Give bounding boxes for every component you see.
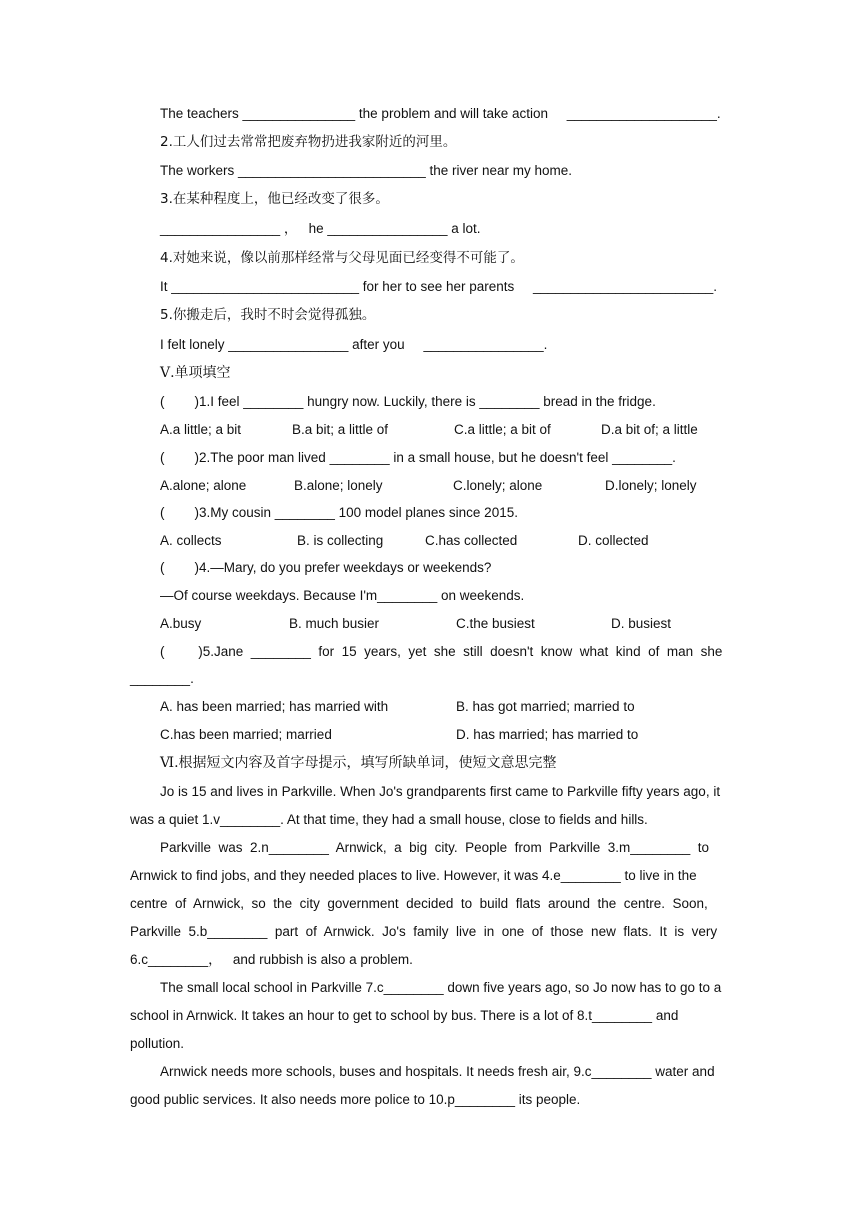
mc-q1-option-d: D.a bit of; a little	[601, 422, 698, 437]
mc-q2-stem: ( )2.The poor man lived ________ in a small house, but he doesn't feel ________.	[160, 450, 676, 465]
mc-q4-stem: ( )4.—Mary, do you prefer weekdays or weekends?	[160, 560, 492, 575]
mc-q4-options	[160, 614, 730, 634]
mc-q4-response: —Of course weekdays. Because I'm________ on weekends.	[160, 588, 525, 603]
passage-p2-line4: Parkville 5.b________ part of Arnwick. Jo's family live in one of those new flats. It is very	[130, 924, 718, 939]
translation-q3-chinese: 3.在某种程度上，他已经改变了很多。	[160, 191, 389, 207]
translation-q4-english: It _________________________ for her to see her parents ________________________.	[160, 279, 717, 294]
passage-p2-line2: Arnwick to find jobs, and they needed places to live. However, it was 4.e________ to live in the	[130, 868, 697, 883]
mc-q3-stem: ( )3.My cousin ________ 100 model planes since 2015.	[160, 505, 518, 520]
passage-p4-line1: Arnwick needs more schools, buses and hospitals. It needs fresh air, 9.c________ water and	[160, 1064, 715, 1079]
mc-q1-option-b: B.a bit; a little of	[292, 422, 389, 437]
mc-q5-options-row2	[160, 725, 730, 745]
passage-p3-line3: pollution.	[130, 1036, 185, 1051]
mc-q1-option-c: C.a little; a bit of	[454, 422, 551, 437]
passage-p1-line1: Jo is 15 and lives in Parkville. When Jo's grandparents first came to Parkville fifty years ago, it	[160, 784, 721, 799]
mc-q4-option-a: A.busy	[160, 616, 202, 631]
translation-q2-chinese: 2.工人们过去常常把废弃物扔进我家附近的河里。	[160, 134, 457, 150]
mc-q5-stem: ( )5.Jane ________ for 15 years, yet she still doesn't know what kind of man she	[160, 644, 723, 659]
passage-p4-line2: good public services. It also needs more police to 10.p________ its people.	[130, 1092, 581, 1107]
translation-q3-english: ________________ ， he ________________ a lot.	[160, 221, 481, 236]
mc-q2-options	[160, 476, 730, 496]
passage-p3-line2: school in Arnwick. It takes an hour to get to school by bus. There is a lot of 8.t________ and	[130, 1008, 679, 1023]
section-5-heading: Ⅴ.单项填空	[160, 365, 231, 381]
mc-q5-option-c: C.has been married; married	[160, 727, 332, 742]
translation-q5-english: I felt lonely ________________ after you ________________.	[160, 337, 548, 352]
mc-q2-option-a: A.alone; alone	[160, 478, 247, 493]
mc-q5-option-b: B. has got married; married to	[456, 699, 635, 714]
mc-q4-option-c: C.the busiest	[456, 616, 535, 631]
mc-q3-option-c: C.has collected	[425, 533, 518, 548]
mc-q5-option-a: A. has been married; has married with	[160, 699, 389, 714]
passage-p2-line3: centre of Arnwick, so the city government decided to build flats around the centre. Soon,	[130, 896, 708, 911]
mc-q1-options	[160, 420, 730, 440]
section-6-heading: Ⅵ.根据短文内容及首字母提示，填写所缺单词，使短文意思完整	[160, 755, 557, 771]
mc-q5-options-row1	[160, 697, 730, 717]
mc-q3-option-b: B. is collecting	[297, 533, 384, 548]
mc-q1-option-a: A.a little; a bit	[160, 422, 242, 437]
translation-q4-chinese: 4.对她来说，像以前那样经常与父母见面已经变得不可能了。	[160, 250, 524, 266]
mc-q1-stem: ( )1.I feel ________ hungry now. Luckily, there is ________ bread in the fridge.	[160, 394, 656, 409]
mc-q2-option-b: B.alone; lonely	[294, 478, 383, 493]
mc-q5-stem-continued: ________.	[130, 671, 194, 686]
mc-q5-option-d: D. has married; has married to	[456, 727, 639, 742]
passage-p3-line1: The small local school in Parkville 7.c________ down five years ago, so Jo now has to go to a	[160, 980, 722, 995]
translation-q1-english: The teachers _______________ the problem and will take action ____________________.	[160, 106, 721, 121]
passage-p1-line2: was a quiet 1.v________. At that time, they had a small house, close to fields and hills.	[130, 812, 648, 827]
translation-q5-chinese: 5.你搬走后，我时不时会觉得孤独。	[160, 307, 376, 323]
mc-q3-options	[160, 531, 730, 551]
mc-q3-option-a: A. collects	[160, 533, 222, 548]
translation-q2-english: The workers _________________________ the river near my home.	[160, 163, 573, 178]
passage-p2-line1: Parkville was 2.n________ Arnwick, a big city. People from Parkville 3.m________ to	[160, 840, 710, 855]
passage-p2-line5: 6.c________， and rubbish is also a problem.	[130, 952, 413, 967]
mc-q4-option-b: B. much busier	[289, 616, 380, 631]
mc-q2-option-c: C.lonely; alone	[453, 478, 543, 493]
mc-q3-option-d: D. collected	[578, 533, 649, 548]
mc-q2-option-d: D.lonely; lonely	[605, 478, 697, 493]
mc-q4-option-d: D. busiest	[611, 616, 672, 631]
